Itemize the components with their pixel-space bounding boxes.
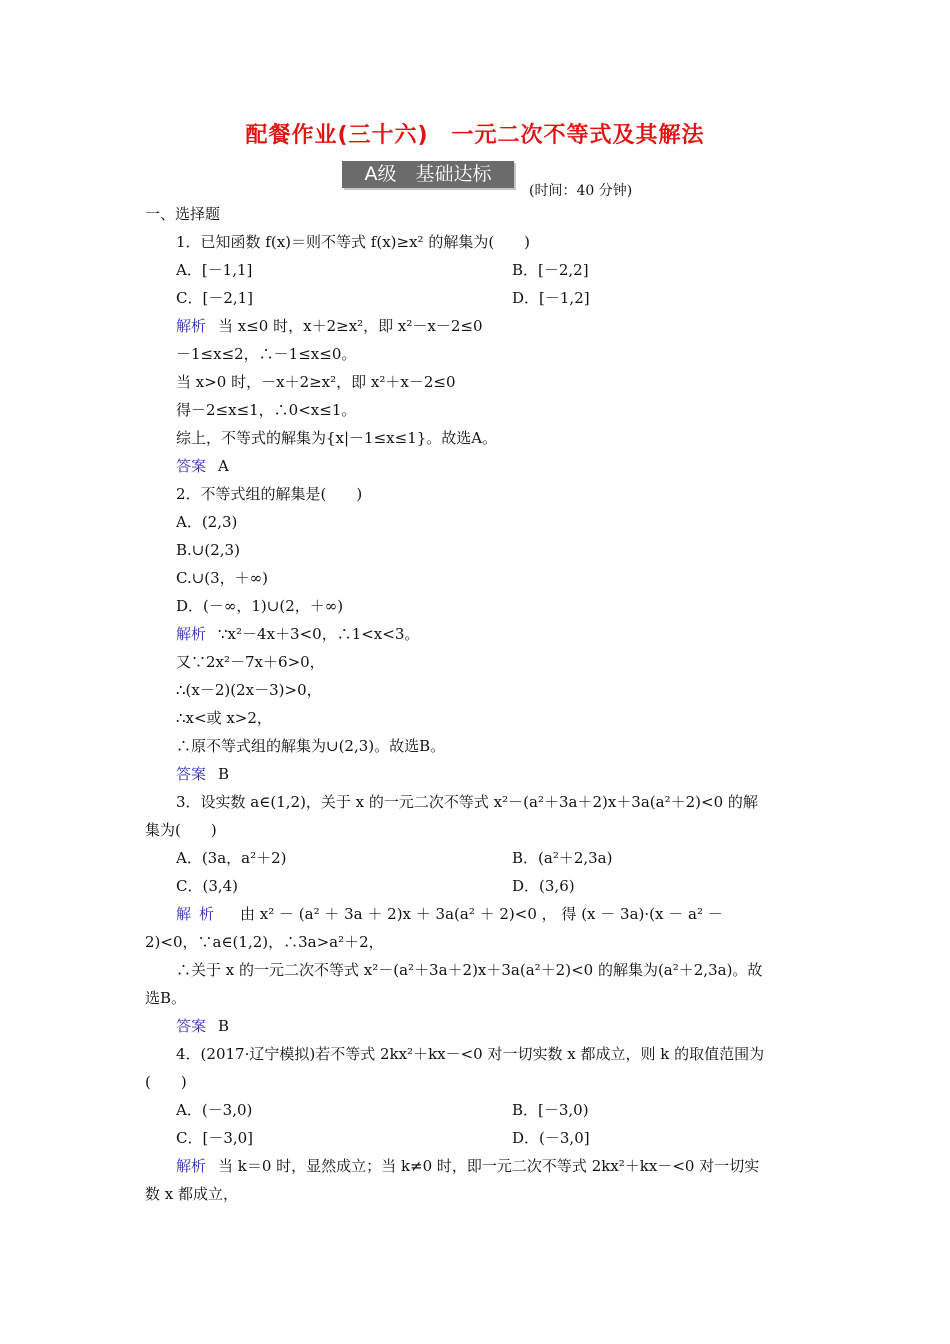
answer-line — [145, 1012, 807, 1040]
option: D．[－1,2] — [512, 289, 590, 307]
option: A．[－1,1] — [176, 261, 253, 279]
analysis-text: ∵x²－4x＋3<0，∴1<x<3。 — [218, 625, 420, 643]
analysis-line — [145, 900, 807, 928]
option: B．[－2,2] — [512, 261, 589, 279]
analysis-text: 数 x 都成立， — [145, 1185, 238, 1203]
analysis-line — [145, 1152, 807, 1180]
question-stem: 4．(2017·辽宁模拟)若不等式 2kx²＋kx－<0 对一切实数 x 都成立，则 k 的取值范围为 — [176, 1045, 765, 1063]
analysis-text: ∴x<或 x>2， — [176, 709, 272, 727]
option: D．(－∞，1)∪(2，＋∞) — [176, 597, 344, 615]
analysis-text: 由 x² － (a² ＋ 3a ＋ 2)x ＋ 3a(a² ＋ 2)<0 ， 得 (x － 3a)·(x － a² － — [240, 905, 723, 923]
analysis-label: 解析 — [176, 1157, 207, 1175]
answer-line — [145, 760, 807, 788]
answer-label: 答案 — [176, 1017, 207, 1035]
option: A．(3a，a²＋2) — [176, 849, 287, 867]
analysis-text: 得－2≤x≤1，∴0<x≤1。 — [176, 401, 357, 419]
analysis-text: 2)<0，∵a∈(1,2)，∴3a>a²＋2， — [145, 933, 384, 951]
answer-value: B — [218, 1017, 230, 1035]
question-stem: 集为( ) — [145, 821, 217, 839]
document-body — [145, 200, 807, 1208]
options-row — [145, 256, 807, 284]
analysis-label: 解析 — [176, 625, 207, 643]
analysis-text: ∴原不等式组的解集为∪(2,3)。故选B。 — [176, 737, 446, 755]
section-heading: 一、选择题 — [145, 205, 221, 223]
analysis-label: 解析 — [176, 317, 207, 335]
option: D．(3,6) — [512, 877, 575, 895]
analysis-text: 当 x≤0 时，x＋2≥x²，即 x²－x－2≤0 — [218, 317, 483, 335]
answer-line — [145, 452, 807, 480]
options-row — [145, 872, 807, 900]
analysis-text: 当 x>0 时，－x＋2≥x²，即 x²＋x－2≤0 — [176, 373, 456, 391]
answer-label: 答案 — [176, 457, 207, 475]
analysis-text: 当 k＝0 时，显然成立；当 k≠0 时，即一元二次不等式 2kx²＋kx－<0 对一切实 — [218, 1157, 760, 1175]
question-stem: ( ) — [145, 1073, 187, 1091]
option: C.∪(3，＋∞) — [176, 569, 269, 587]
page-title: 配餐作业(三十六) 一元二次不等式及其解法 — [245, 123, 705, 148]
option: B.∪(2,3) — [176, 541, 240, 559]
time-note: (时间：40 分钟) — [529, 183, 633, 199]
options-row — [145, 1124, 807, 1152]
analysis-line — [145, 620, 807, 648]
option: A．(2,3) — [176, 513, 238, 531]
analysis-text: 综上，不等式的解集为{x|－1≤x≤1}。故选A。 — [176, 429, 498, 447]
options-row — [145, 1096, 807, 1124]
option: A．(－3,0) — [176, 1101, 253, 1119]
analysis-label: 解析 — [176, 905, 223, 923]
answer-label: 答案 — [176, 765, 207, 783]
analysis-text: －1≤x≤2，∴－1≤x≤0。 — [176, 345, 357, 363]
analysis-text: ∴(x－2)(2x－3)>0， — [176, 681, 322, 699]
option: D．(－3,0] — [512, 1129, 590, 1147]
analysis-text: 又∵2x²－7x＋6>0， — [176, 653, 325, 671]
options-row — [145, 284, 807, 312]
analysis-line — [145, 312, 807, 340]
question-stem: 3．设实数 a∈(1,2)，关于 x 的一元二次不等式 x²－(a²＋3a＋2)x＋3a(a²＋2)<0 的解 — [176, 793, 758, 811]
option: B．(a²＋2,3a) — [512, 849, 613, 867]
option: C．[－3,0] — [176, 1129, 254, 1147]
question-stem: 1．已知函数 f(x)＝则不等式 f(x)≥x² 的解集为( ) — [176, 233, 531, 251]
level-badge: A级 基础达标 — [342, 161, 514, 188]
answer-value: B — [218, 765, 230, 783]
option: C．(3,4) — [176, 877, 239, 895]
question-stem: 2．不等式组的解集是( ) — [176, 485, 363, 503]
option: B．[－3,0) — [512, 1101, 589, 1119]
answer-value: A — [218, 457, 229, 475]
analysis-text: ∴关于 x 的一元二次不等式 x²－(a²＋3a＋2)x＋3a(a²＋2)<0 的解集为(a²＋2,3a)。故 — [176, 961, 763, 979]
option: C．[－2,1] — [176, 289, 254, 307]
options-row — [145, 844, 807, 872]
analysis-text: 选B。 — [145, 989, 187, 1007]
